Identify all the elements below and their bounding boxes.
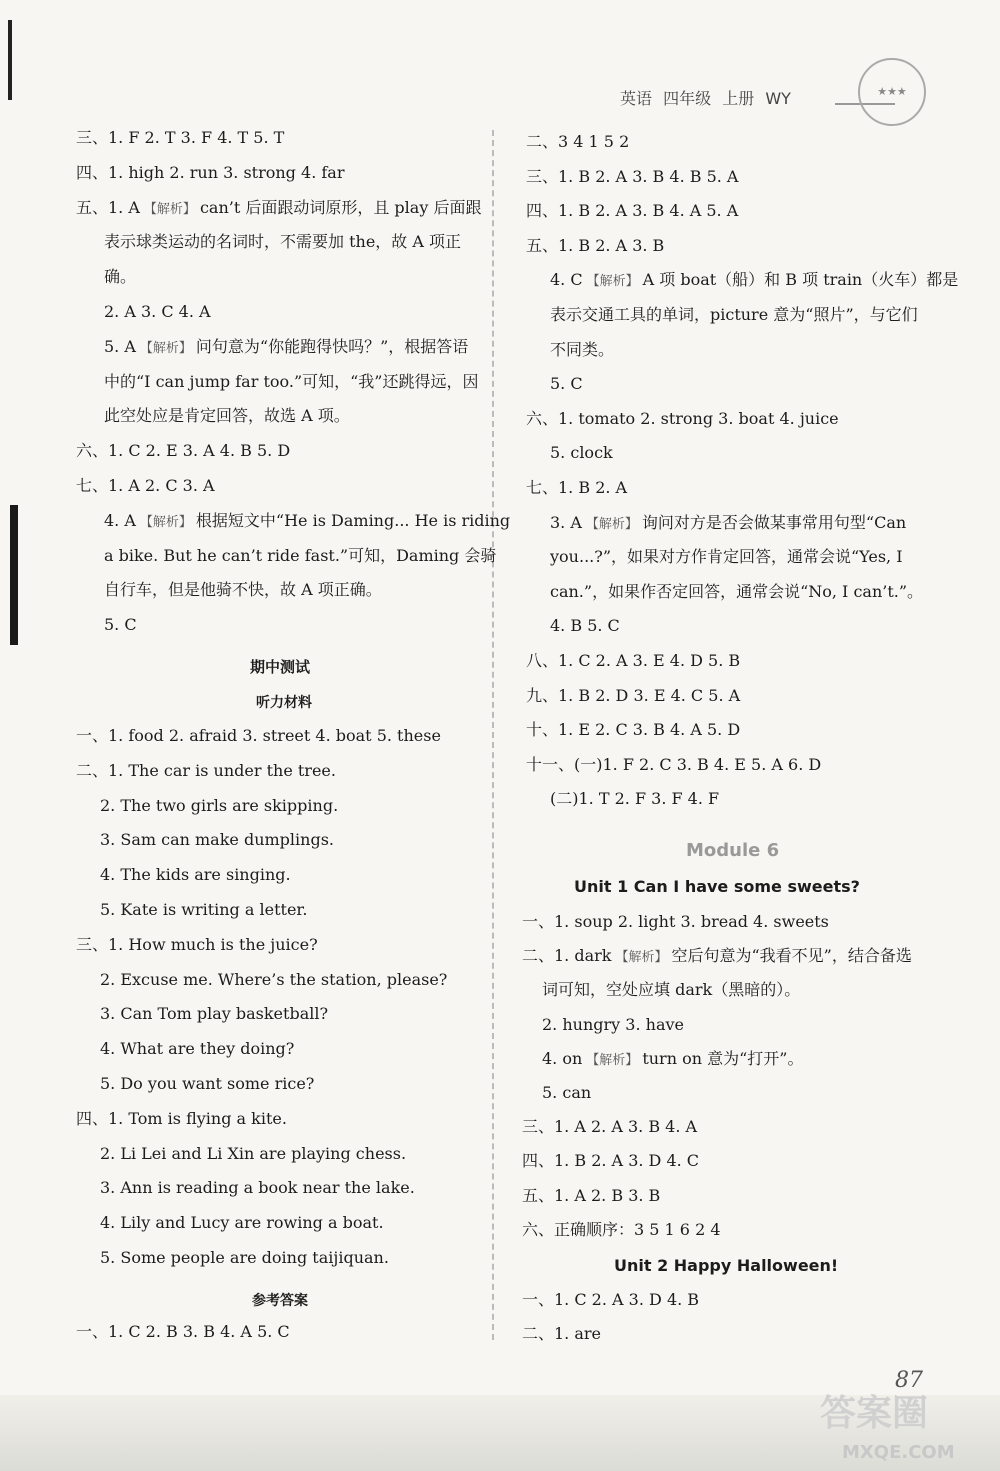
answer-line <box>104 372 478 392</box>
midterm-title: 期中测试 <box>250 658 311 676</box>
column-divider <box>492 130 494 1340</box>
explanation-text: 询问对方是否会做某事常用句型“Can <box>641 512 907 532</box>
answer-line <box>100 1074 314 1094</box>
page-number: 87 <box>895 1368 923 1393</box>
answer-line <box>104 546 496 566</box>
answer-line <box>76 441 290 461</box>
unit1-title: Unit 1 Can I have some sweets? <box>574 877 860 896</box>
answer-text: 二、3 4 1 5 2 <box>526 132 630 151</box>
answer-line <box>100 1039 294 1059</box>
answer-text: 六、1. C 2. E 3. A 4. B 5. D <box>76 441 291 461</box>
answer-text: 表示交通工具的单词，picture 意为“照片”，与它们 <box>550 305 918 324</box>
answer-text: 4. C <box>550 270 583 290</box>
answer-text: 二、1. dark <box>522 946 612 966</box>
answer-text: a bike. But he can’t ride fast.”可知，Daming 会骑 <box>104 545 497 565</box>
answer-text: 五、1. B 2. A 3. B <box>526 235 665 255</box>
answer-text: 五、1. A <box>76 197 140 217</box>
answer-line <box>104 615 137 635</box>
subject: 英语 <box>620 89 653 108</box>
answers-title: 参考答案 <box>252 1293 308 1309</box>
answer-text: 此空处应是肯定回答，故选 A 项。 <box>104 406 350 426</box>
answer-text: 七、1. A 2. C 3. A <box>76 476 215 495</box>
explanation-text: 问句意为“你能跑得快吗？”，根据答语 <box>195 336 469 356</box>
answer-line <box>526 686 740 706</box>
answer-line <box>526 651 740 671</box>
answer-line <box>550 443 613 463</box>
explanation-tag: 【解析】 <box>139 340 192 356</box>
answer-line <box>100 1213 384 1233</box>
answer-text: 六、正确顺序：3 5 1 6 2 4 <box>522 1219 721 1239</box>
answer-text: 二、1. are <box>522 1324 602 1343</box>
answer-line <box>526 478 627 498</box>
answer-line <box>550 270 958 292</box>
answer-line <box>100 970 447 990</box>
answer-line <box>522 1290 699 1310</box>
answer-text: 5. C <box>550 374 583 394</box>
answer-text: 5. clock <box>550 443 613 463</box>
answer-line <box>100 1178 415 1198</box>
answer-text: you...?”，如果对方作肯定回答，通常会说“Yes, I <box>550 547 903 567</box>
answer-line <box>100 796 338 816</box>
answer-line <box>104 511 510 533</box>
answer-text: 不同类。 <box>550 339 615 359</box>
answer-line <box>526 236 664 256</box>
explanation-tag: 【解析】 <box>615 950 668 966</box>
answer-text: 2. hungry 3. have <box>542 1014 684 1034</box>
scan-edge-mark <box>10 505 18 645</box>
answer-text: 5. Kate is writing a letter. <box>100 900 308 919</box>
answer-line <box>526 720 740 740</box>
answer-line <box>526 132 629 152</box>
explanation-tag: 【解析】 <box>586 274 639 290</box>
answer-text: 一、1. soup 2. light 3. bread 4. sweets <box>522 912 829 931</box>
answer-text: 三、1. A 2. A 3. B 4. A <box>522 1117 698 1137</box>
answer-line <box>542 1083 591 1103</box>
listening-title: 听力材料 <box>256 695 312 711</box>
answer-line <box>76 935 318 955</box>
answer-text: 一、1. C 2. A 3. D 4. B <box>522 1290 700 1309</box>
page-header <box>620 86 797 109</box>
answer-line <box>100 1144 406 1164</box>
answer-line <box>104 406 350 426</box>
answer-line <box>100 830 334 850</box>
answer-text: 3. A <box>550 512 582 532</box>
grade: 四年级 <box>663 89 712 108</box>
answer-line <box>76 198 481 220</box>
explanation-tag: 【解析】 <box>586 1052 639 1068</box>
answer-text: 4. What are they doing? <box>100 1039 295 1059</box>
answer-line <box>76 1109 287 1129</box>
answer-text: 四、1. B 2. A 3. D 4. C <box>522 1151 700 1171</box>
answer-text: 九、1. B 2. D 3. E 4. C 5. A <box>526 685 741 705</box>
answer-text: 4. on <box>542 1048 583 1068</box>
answer-text: 词可知，空处应填 dark（黑暗的）。 <box>542 980 801 1000</box>
answer-line <box>76 128 284 148</box>
seal-logo: ★★★ <box>858 58 926 126</box>
answer-text: 2. Li Lei and Li Xin are playing chess. <box>100 1143 407 1163</box>
answer-text: 4. A <box>104 510 136 530</box>
answer-text: 七、1. B 2. A <box>526 478 628 497</box>
answer-line <box>542 1049 803 1071</box>
explanation-text: A 项 boat（船）和 B 项 train（火车）都是 <box>642 270 959 290</box>
explanation-text: turn on 意为“打开”。 <box>642 1048 804 1068</box>
answer-text: 确。 <box>104 267 137 287</box>
answer-text: can.”，如果作否定回答，通常会说“No, I can’t.”。 <box>550 581 924 601</box>
explanation-tag: 【解析】 <box>143 201 196 217</box>
answer-line <box>526 201 738 221</box>
module-title: Module 6 <box>686 840 780 861</box>
answer-text: 八、1. C 2. A 3. E 4. D 5. B <box>526 651 741 670</box>
answer-text: 二、1. The car is under the tree. <box>76 760 336 780</box>
answer-line <box>76 726 441 746</box>
answer-text: 5. Some people are doing taijiquan. <box>100 1248 389 1267</box>
answer-line <box>104 302 211 322</box>
answer-line <box>104 580 382 600</box>
unit2-title: Unit 2 Happy Halloween! <box>614 1256 839 1275</box>
answer-line <box>522 1324 601 1344</box>
answer-text: 3. Can Tom play basketball? <box>100 1004 329 1024</box>
answer-text: 2. The two girls are skipping. <box>100 795 339 815</box>
edition: WY <box>765 89 791 108</box>
answer-line <box>76 163 344 183</box>
answer-text: 六、1. tomato 2. strong 3. boat 4. juice <box>526 408 839 428</box>
answer-line <box>542 980 800 1000</box>
answer-text: 4. The kids are singing. <box>100 865 291 885</box>
answer-line <box>526 167 739 187</box>
answer-text: 四、1. Tom is flying a kite. <box>76 1108 287 1128</box>
answer-line <box>550 340 614 360</box>
answer-line <box>550 616 620 636</box>
answer-text: 表示球类运动的名词时，不需要加 the，故 A 项正 <box>104 232 462 252</box>
answer-line <box>100 865 291 885</box>
answer-text: 自行车，但是他骑不快，故 A 项正确。 <box>104 580 382 600</box>
answer-text: 5. can <box>542 1083 592 1102</box>
answer-line <box>550 582 923 602</box>
volume: 上册 <box>722 89 755 108</box>
answer-line <box>522 946 912 968</box>
answer-text: 4. B 5. C <box>550 616 620 636</box>
explanation-text: can’t 后面跟动词原形，且 play 后面跟 <box>199 197 482 217</box>
answer-line <box>526 409 839 429</box>
answer-text: 三、1. B 2. A 3. B 4. B 5. A <box>526 166 739 186</box>
answer-text: 2. A 3. C 4. A <box>104 302 211 321</box>
answer-text: 三、1. F 2. T 3. F 4. T 5. T <box>76 128 285 147</box>
answer-line <box>76 761 336 781</box>
answer-line <box>550 789 719 809</box>
answer-text: 4. Lily and Lucy are rowing a boat. <box>100 1213 384 1233</box>
answer-line <box>526 755 821 775</box>
answer-text: 十一、(一)1. F 2. C 3. B 4. E 5. A 6. D <box>526 754 822 774</box>
answer-line <box>522 1117 697 1137</box>
scan-edge-mark <box>8 20 12 100</box>
answer-text: 四、1. B 2. A 3. B 4. A 5. A <box>526 201 739 221</box>
answer-line <box>550 374 583 394</box>
answer-line <box>100 1004 328 1024</box>
answer-text: 5. A <box>104 336 136 356</box>
answer-line <box>522 1186 660 1206</box>
answer-text: 5. C <box>104 615 137 635</box>
answer-text: 2. Excuse me. Where’s the station, please? <box>100 969 448 989</box>
answer-line: 一、1. C 2. B 3. B 4. A 5. C <box>76 1322 290 1341</box>
answer-text: 3. Ann is reading a book near the lake. <box>100 1178 415 1198</box>
answer-text: (二)1. T 2. F 3. F 4. F <box>550 789 720 809</box>
answer-text: 十、1. E 2. C 3. B 4. A 5. D <box>526 720 741 740</box>
answer-line <box>76 476 215 496</box>
explanation-tag: 【解析】 <box>139 514 192 530</box>
watermark-url: MXQE.COM <box>842 1442 955 1463</box>
answer-line <box>104 337 468 359</box>
answer-line <box>100 900 307 920</box>
explanation-text: 根据短文中“He is Daming... He is riding <box>195 510 511 530</box>
answer-text: 一、1. food 2. afraid 3. street 4. boat 5. these <box>76 726 441 745</box>
answer-text: 中的“I can jump far too.”可知，“我”还跳得远，因 <box>104 371 479 391</box>
answer-text: 3. Sam can make dumplings. <box>100 830 334 850</box>
answer-text: 5. Do you want some rice? <box>100 1074 315 1093</box>
answer-line <box>550 305 918 325</box>
answer-text: 四、1. high 2. run 3. strong 4. far <box>76 162 345 182</box>
answer-line <box>522 912 829 932</box>
answer-line <box>100 1248 389 1268</box>
explanation-tag: 【解析】 <box>585 516 638 532</box>
answer-line <box>104 267 136 287</box>
answer-text: 三、1. How much is the juice? <box>76 934 318 954</box>
answer-line <box>550 513 906 535</box>
answer-text: 五、1. A 2. B 3. B <box>522 1185 661 1205</box>
explanation-text: 空后句意为“我看不见”，结合备选 <box>671 946 912 966</box>
answer-line <box>542 1015 684 1035</box>
answer-line <box>522 1151 699 1171</box>
answer-line <box>522 1220 721 1240</box>
answer-line <box>104 232 461 252</box>
watermark: 答案圈 <box>820 1393 929 1434</box>
answer-line <box>550 547 903 567</box>
